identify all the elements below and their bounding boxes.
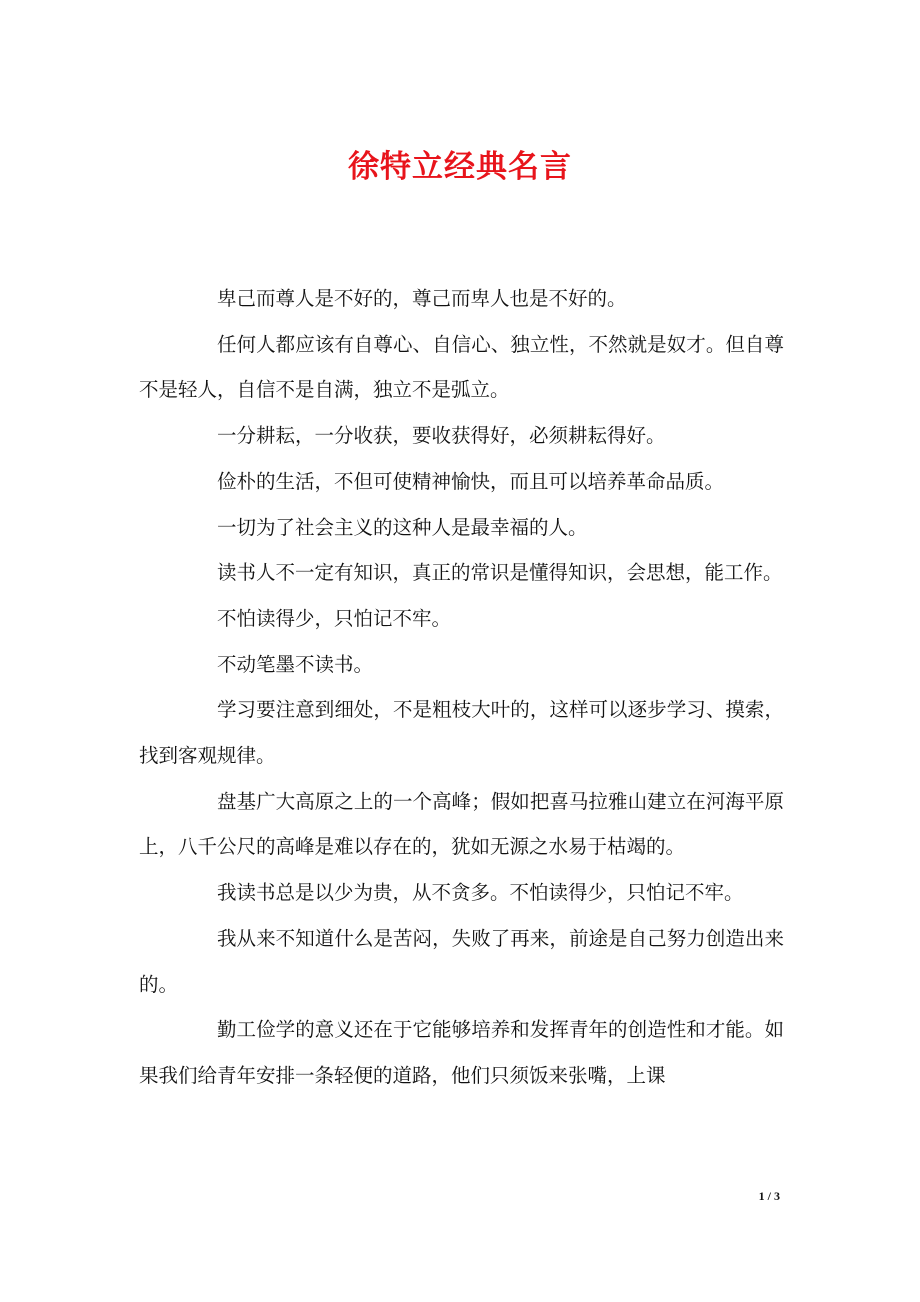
quote-paragraph: 任何人都应该有自尊心、自信心、独立性，不然就是奴才。但自尊不是轻人，自信不是自满，独立不是弧立。 (139, 332, 784, 402)
quote-paragraph: 盘基广大高原之上的一个高峰；假如把喜马拉雅山建立在河海平原上，八千公尺的高峰是难以存在的，犹如无源之水易于枯竭的。 (139, 789, 784, 859)
quote-paragraph: 勤工俭学的意义还在于它能够培养和发挥青年的创造性和才能。如果我们给青年安排一条轻便的道路，他们只须饭来张嘴，上课 (139, 1018, 784, 1087)
quote-paragraph: 一分耕耘，一分收获，要收获得好，必须耕耘得好。 (217, 424, 666, 448)
quote-paragraph: 俭朴的生活，不但可使精神愉快，而且可以培养革命品质。 (217, 469, 725, 493)
quote-paragraph: 不动笔墨不读书。 (217, 652, 374, 676)
quote-paragraph: 我从来不知道什么是苦闷，失败了再来，前途是自己努力创造出来的。 (139, 926, 784, 996)
quote-paragraph: 一切为了社会主义的这种人是最幸福的人。 (217, 515, 588, 539)
page-number: 1 / 3 (758, 1189, 780, 1203)
quote-list (139, 276, 784, 1099)
quote-paragraph: 卑己而尊人是不好的，尊己而卑人也是不好的。 (217, 287, 627, 310)
quote-paragraph: 读书人不一定有知识，真正的常识是懂得知识，会思想，能工作。 (217, 561, 783, 585)
quote-paragraph: 我读书总是以少为贵，从不贪多。不怕读得少，只怕记不牢。 (217, 881, 744, 905)
quote-paragraph: 学习要注意到细处，不是粗枝大叶的，这样可以逐步学习、摸索，找到客观规律。 (139, 698, 784, 768)
page-title: 徐特立经典名言 (348, 149, 572, 185)
quote-paragraph: 不怕读得少，只怕记不牢。 (217, 606, 452, 630)
